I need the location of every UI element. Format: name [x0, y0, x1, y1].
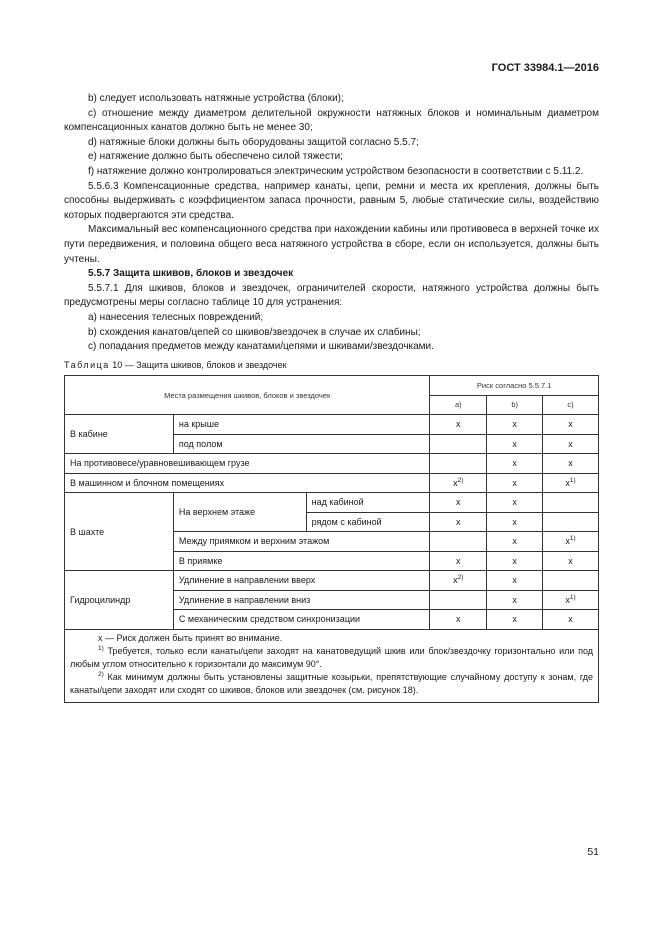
header-col-c: c)	[543, 395, 599, 415]
empty-cell	[430, 454, 487, 474]
footnote-ref: 2)	[457, 476, 464, 484]
paragraph: 5.5.6.3 Компенсационные средства, например канаты, цепи, ремни и места их крепления, должны быть способны выдерживать с коэффициентом запаса прочности, равным 5, любые статические силы, воздействию которых подвергаются эти средства.	[64, 180, 599, 221]
footnote-ref: 1)	[569, 593, 576, 601]
mark: x	[453, 477, 458, 488]
row-label: В приямке	[173, 551, 429, 571]
footnote-ref: 1)	[569, 476, 576, 484]
mark-cell: x	[487, 415, 543, 435]
page-number: 51	[587, 846, 599, 858]
mark-cell: x	[487, 610, 543, 630]
paragraph: e) натяжение должно быть обеспечено силой тяжести;	[88, 151, 343, 163]
section-heading: 5.5.7 Защита шкивов, блоков и звездочек	[88, 268, 294, 280]
mark: x	[565, 536, 570, 547]
mark-cell: x	[487, 473, 543, 493]
row-label: Удлинение в направлении вниз	[173, 590, 429, 610]
header-places: Места размещения шкивов, блоков и звездочек	[65, 376, 430, 415]
mark-cell: x	[487, 551, 543, 571]
mark-cell: x	[543, 434, 599, 454]
footnote-mark: 1)	[98, 644, 104, 652]
table-notes	[65, 629, 599, 702]
row-subgroup-label: На верхнем этаже	[173, 493, 306, 532]
mark-cell: x	[487, 532, 543, 552]
header-col-b: b)	[487, 395, 543, 415]
row-label: С механическим средством синхронизации	[173, 610, 429, 630]
footnote-2	[70, 671, 593, 697]
empty-cell	[430, 434, 487, 454]
table-caption	[64, 360, 287, 370]
mark-cell	[430, 473, 487, 493]
row-label: рядом с кабиной	[306, 512, 430, 532]
mark-cell: x	[487, 571, 543, 591]
paragraph: c) отношение между диаметром делительной окружности натяжных блоков и номинальным диаметром компенсационных канатов должно быть не менее 30;	[64, 107, 599, 134]
paragraph: a) нанесения телесных повреждений;	[88, 311, 264, 323]
mark-cell: x	[430, 551, 487, 571]
table-caption-prefix: Таблица	[64, 360, 110, 370]
header-col-a: a)	[430, 395, 487, 415]
mark-cell: x	[430, 512, 487, 532]
paragraph: b) следует использовать натяжные устройства (блоки);	[88, 93, 344, 104]
empty-cell	[543, 512, 599, 532]
paragraph: 5.5.7.1 Для шкивов, блоков и звездочек, ограничителей скорости, натяжного устройства должны быть предусмотрены меры согласно таблице 10 для устранения:	[64, 282, 599, 309]
mark-cell: x	[543, 415, 599, 435]
protection-table	[64, 375, 599, 703]
footnote-ref: 2)	[457, 574, 464, 582]
mark-cell: x	[430, 610, 487, 630]
mark-cell: x	[487, 512, 543, 532]
body-text	[64, 92, 599, 355]
row-label: под полом	[173, 434, 429, 454]
paragraph: b) схождения канатов/цепей со шкивов/звездочек в случае их слабины;	[88, 326, 421, 338]
row-label: Между приямком и верхним этажом	[173, 532, 429, 552]
footnote-1	[70, 645, 593, 671]
footnote-mark: 2)	[98, 671, 104, 679]
mark-cell	[543, 590, 599, 610]
mark-cell	[543, 473, 599, 493]
footnote-text: Как минимум должны быть установлены защитные козырьки, препятствующие случайному доступу к зонам, где канаты/цепи заходят или сходят со шкивов, блоков или звездочек (см. рисунок 18).	[70, 672, 593, 696]
empty-cell	[430, 532, 487, 552]
row-label: Удлинение в направлении вверх	[173, 571, 429, 591]
empty-cell	[430, 590, 487, 610]
mark-cell: x	[487, 454, 543, 474]
row-label: На противовесе/уравновешивающем грузе	[65, 454, 430, 474]
mark-cell	[543, 532, 599, 552]
mark-cell: x	[543, 610, 599, 630]
mark: x	[565, 477, 570, 488]
footnote-ref: 1)	[569, 535, 576, 543]
row-label: В машинном и блочном помещениях	[65, 473, 430, 493]
paragraph: d) натяжные блоки должны быть оборудованы защитой согласно 5.5.7;	[88, 136, 419, 148]
empty-cell	[543, 493, 599, 513]
row-label: над кабиной	[306, 493, 430, 513]
mark-cell: x	[430, 415, 487, 435]
mark-cell: x	[487, 493, 543, 513]
header-risk: Риск согласно 5.5.7.1	[430, 376, 599, 396]
row-group-label: Гидроцилиндр	[65, 571, 174, 630]
mark: x	[453, 575, 458, 586]
note-x: x — Риск должен быть принят во внимание.	[98, 632, 283, 643]
paragraph: Максимальный вес компенсационного средства при нахождении кабины или противовеса в верхней точке их пути передвижения, и половина общего веса натяжного устройства в сборе, если он используется, должны быть учтены.	[64, 224, 599, 265]
document-id: ГОСТ 33984.1—2016	[491, 62, 599, 74]
mark-cell	[430, 571, 487, 591]
row-group-label: В шахте	[65, 493, 174, 571]
empty-cell	[543, 571, 599, 591]
mark-cell: x	[543, 551, 599, 571]
mark-cell: x	[487, 434, 543, 454]
footnote-text: Требуется, только если канаты/цепи заходят на канатоведущий шкив или блок/звездочку горизонтально или под любым углом относительно к горизонтали до максимум 90°.	[70, 645, 593, 669]
row-label: на крыше	[173, 415, 429, 435]
paragraph: f) натяжение должно контролироваться электрическим устройством безопасности в соответствии с 5.11.2.	[88, 165, 584, 177]
table-caption-text: 10 — Защита шкивов, блоков и звездочек	[109, 360, 287, 370]
mark-cell: x	[543, 454, 599, 474]
paragraph: c) попадания предметов между канатами/цепями и шкивами/звездочками.	[88, 341, 434, 353]
mark-cell: x	[487, 590, 543, 610]
mark-cell: x	[430, 493, 487, 513]
row-group-label: В кабине	[65, 415, 174, 454]
mark: x	[565, 594, 570, 605]
